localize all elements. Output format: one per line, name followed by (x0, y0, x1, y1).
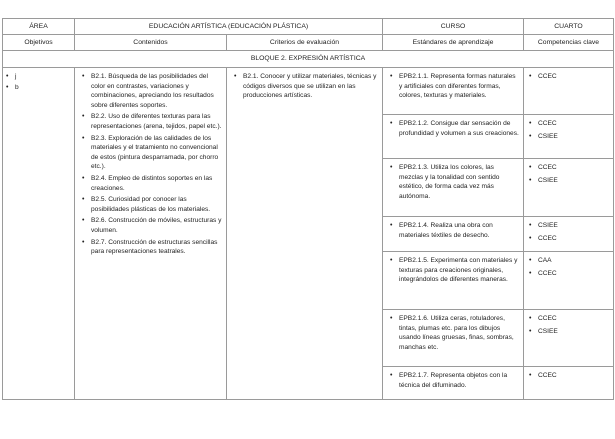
area-label: ÁREA (3, 19, 75, 35)
col-estandares: Estándares de aprendizaje (383, 35, 524, 51)
competencia-item: • CCEC (538, 314, 611, 324)
competencias-cell (524, 115, 614, 159)
col-competencias: Competencias clave (524, 35, 614, 51)
contenido-item: • B2.3. Exploración de las calidades de los materiales y el tratamiento no convencional de estos (pintura desparramada, por chorro etc.). (91, 134, 222, 172)
estandar-cell (383, 217, 524, 252)
estandar-item: • EPB2.1.1. Representa formas naturales y artificiales con diferentes formas, colores, texturas y materiales. (399, 72, 519, 101)
contenido-item: • B2.7. Construcción de estructuras sencillas para representaciones teatrales. (91, 238, 222, 257)
estandar-cell (383, 367, 524, 400)
competencias-cell (524, 310, 614, 367)
competencias-cell (524, 68, 614, 115)
curso-label: CURSO (383, 19, 524, 35)
estandar-item: • EPB2.1.6. Utiliza ceras, rotuladores, tintas, plumas etc. para los dibujos usando líneas gruesas, finas, sombras, manchas etc. (399, 314, 519, 352)
col-objetivos: Objetivos (3, 35, 75, 51)
competencia-item: • CSIEE (538, 327, 611, 337)
competencia-item: • CSIEE (538, 221, 611, 231)
competencia-item: • CSIEE (538, 132, 611, 142)
competencias-cell (524, 159, 614, 217)
estandar-cell (383, 68, 524, 115)
competencias-cell (524, 217, 614, 252)
estandar-item: • EPB2.1.7. Representa objetos con la técnica del difuminado. (399, 371, 519, 390)
competencia-item: • CCEC (538, 234, 611, 244)
estandar-cell (383, 159, 524, 217)
bloque-title: BLOQUE 2. EXPRESIÓN ARTÍSTICA (3, 51, 614, 68)
objetivo-item: • j (15, 72, 74, 82)
competencia-item: • CAA (538, 256, 611, 266)
criterios-cell (227, 68, 383, 400)
col-criterios: Criterios de evaluación (227, 35, 383, 51)
contenido-item: • B2.2. Uso de diferentes texturas para las representaciones (arena, tejidos, papel etc.). (91, 112, 222, 131)
estandar-cell (383, 115, 524, 159)
objetivo-item: • b (15, 83, 74, 93)
estandar-item: • EPB2.1.4. Realiza una obra con materiales téxtiles de desecho. (399, 221, 519, 240)
estandar-item: • EPB2.1.2. Consigue dar sensación de profundidad y volumen a sus creaciones. (399, 119, 519, 138)
objetivos-cell (3, 68, 75, 400)
column-header-row (3, 35, 614, 51)
competencia-item: • CSIEE (538, 176, 611, 186)
estandar-cell (383, 310, 524, 367)
contenido-item: • B2.1. Búsqueda de las posibilidades del color en contrastes, variaciones y combinaciones, apreciando los resultados sobre diferentes soportes. (91, 72, 222, 110)
competencia-item: • CCEC (538, 269, 611, 279)
table-body (3, 68, 614, 400)
competencia-item: • CCEC (538, 371, 611, 381)
contenido-item: • B2.5. Curiosidad por conocer las posibilidades plásticas de los materiales. (91, 195, 222, 214)
bloque-row (3, 51, 614, 68)
header-row (3, 19, 614, 35)
estandar-cell (383, 252, 524, 310)
col-contenidos: Contenidos (75, 35, 227, 51)
competencia-item: • CCEC (538, 72, 611, 82)
competencias-cell (524, 367, 614, 400)
contenidos-cell (75, 68, 227, 400)
curso-value: CUARTO (524, 19, 614, 35)
curriculum-table (2, 18, 614, 400)
criterio-item: • B2.1. Conocer y utilizar materiales, técnicas y códigos diversos que se utilizan en las producciones artísticas. (243, 72, 378, 101)
estandar-item: • EPB2.1.5. Experimenta con materiales y texturas para creaciones originales, integrándolos de diferentes maneras. (399, 256, 519, 285)
competencia-item: • CCEC (538, 119, 611, 129)
area-value: EDUCACIÓN ARTÍSTICA (EDUCACIÓN PLÁSTICA) (75, 19, 383, 35)
contenido-item: • B2.6. Construcción de móviles, estructuras y volumen. (91, 216, 222, 235)
table-row (3, 68, 614, 115)
contenido-item: • B2.4. Empleo de distintos soportes en las creaciones. (91, 174, 222, 193)
competencias-cell (524, 252, 614, 310)
competencia-item: • CCEC (538, 163, 611, 173)
estandar-item: • EPB2.1.3. Utiliza los colores, las mezclas y la tonalidad con sentido estético, de forma cada vez más autónoma. (399, 163, 519, 201)
